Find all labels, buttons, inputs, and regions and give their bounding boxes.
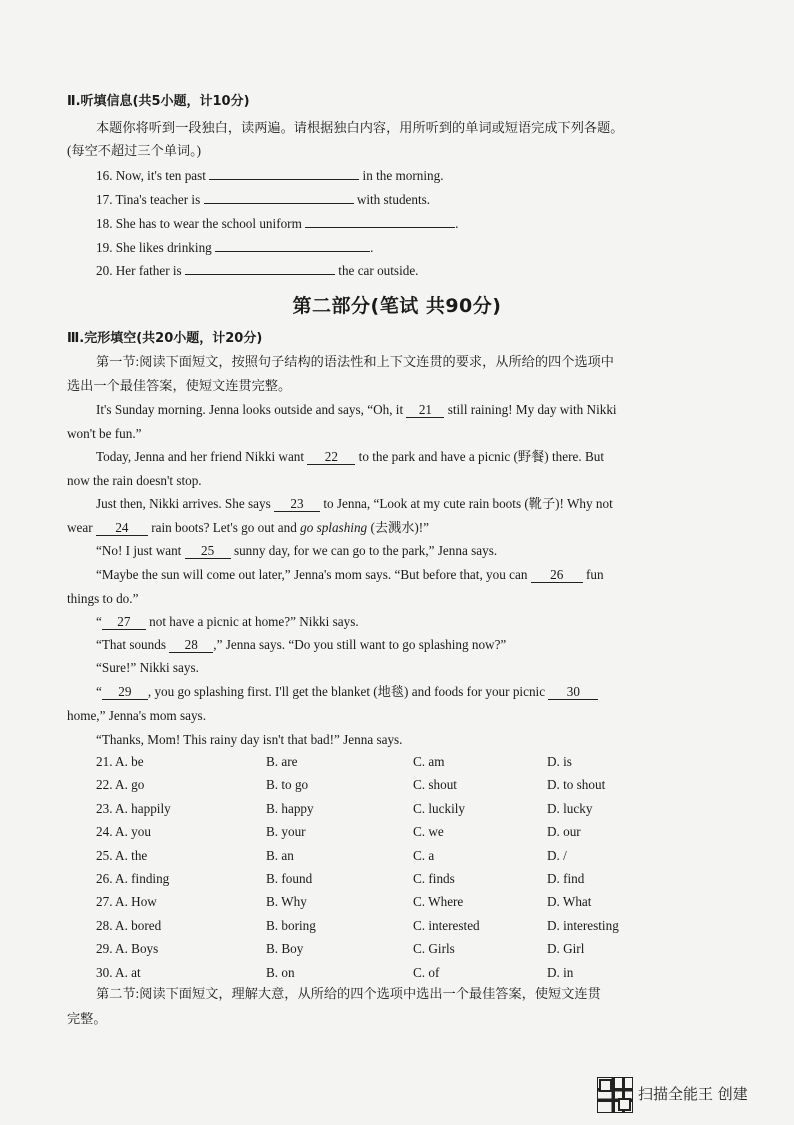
blank-29[interactable]: 29 <box>102 684 148 700</box>
passage-text: go splashing <box>300 520 368 535</box>
question-16-text-after: in the morning. <box>362 168 444 183</box>
section-iii-instruction-cont: 选出一个最佳答案，使短文连贯完整。 <box>67 378 292 393</box>
option-25-c[interactable]: C. a <box>413 847 435 863</box>
passage-text: (去溅水)!” <box>370 520 430 535</box>
blank-27[interactable]: 27 <box>102 614 146 630</box>
question-18-text: 18. She has to wear the school uniform <box>96 216 302 231</box>
option-question-27-a[interactable]: 27. A. How <box>96 894 157 910</box>
passage-text: , you go splashing first. I'll get the blanket (地毯) and foods for your picnic <box>147 684 546 699</box>
passage-text: “That sounds <box>96 637 166 652</box>
blank-25[interactable]: 25 <box>185 543 231 559</box>
option-question-26-a[interactable]: 26. A. finding <box>96 871 170 886</box>
answer-blank[interactable] <box>305 214 455 228</box>
section-ii-instruction-note: (每空不超过三个单词。) <box>67 143 202 158</box>
option-24-d[interactable]: D. our <box>547 824 581 840</box>
section-iii-title: Ⅲ.完形填空(共20小题，计20分) <box>67 331 263 346</box>
passage-paragraph-9 <box>96 683 598 701</box>
section-iii-part2-instruction-cont: 完整。 <box>67 1011 107 1026</box>
passage-text: home,” Jenna's mom says. <box>67 708 206 723</box>
section-ii-title: Ⅱ.听填信息(共5小题，计10分) <box>67 94 250 109</box>
section-iii-instruction: 第一节:阅读下面短文，按照句子结构的语法性和上下文连贯的要求，从所给的四个选项中 <box>96 354 614 369</box>
passage-paragraph-3 <box>96 495 613 513</box>
passage-paragraph-1 <box>96 401 617 419</box>
option-22-b[interactable]: B. to go <box>266 777 309 793</box>
option-27-c[interactable]: C. Where <box>413 894 464 910</box>
passage-text: to Jenna, “Look at my cute rain boots (靴子)! Why not <box>323 496 613 511</box>
passage-text: “No! I just want <box>96 543 182 558</box>
option-28-b[interactable]: B. boring <box>266 917 316 933</box>
passage-text: “Maybe the sun will come out later,” Jenna's mom says. “But before that, you can <box>96 567 528 582</box>
question-20-text-after: the car outside. <box>338 263 419 278</box>
option-question-24-a[interactable]: 24. A. you <box>96 824 151 840</box>
option-21-d[interactable]: D. is <box>547 754 572 769</box>
question-19-text-after: . <box>370 240 374 255</box>
option-question-25-a[interactable]: 25. A. the <box>96 847 148 863</box>
option-23-b[interactable]: B. happy <box>266 800 314 816</box>
option-question-21-a[interactable]: 21. A. be <box>96 754 144 769</box>
passage-paragraph-6 <box>96 613 359 631</box>
option-26-c[interactable]: C. finds <box>413 871 455 886</box>
blank-24[interactable]: 24 <box>96 520 148 536</box>
passage-text: ,” Jenna says. “Do you still want to go splashing now?” <box>213 637 507 652</box>
option-24-b[interactable]: B. your <box>266 824 306 840</box>
blank-30[interactable]: 30 <box>548 684 598 700</box>
answer-blank[interactable] <box>204 190 354 204</box>
option-30-c[interactable]: C. of <box>413 964 440 980</box>
question-16-text: 16. Now, it's ten past <box>96 168 206 183</box>
blank-28[interactable]: 28 <box>169 637 213 653</box>
option-28-d[interactable]: D. interesting <box>547 917 619 933</box>
question-17 <box>96 190 430 209</box>
passage-paragraph-7 <box>96 636 506 654</box>
answer-blank[interactable] <box>185 261 335 275</box>
passage-text: to the park and have a picnic (野餐) there. But <box>358 449 605 464</box>
option-question-29-a[interactable]: 29. A. Boys <box>96 941 159 957</box>
blank-21[interactable]: 21 <box>406 402 444 418</box>
passage-text: wear <box>67 520 93 535</box>
option-23-d[interactable]: D. lucky <box>547 800 593 816</box>
passage-text: Today, Jenna and her friend Nikki want <box>96 449 305 464</box>
option-26-b[interactable]: B. found <box>266 871 313 886</box>
blank-26[interactable]: 26 <box>531 567 583 583</box>
question-17-text: 17. Tina's teacher is <box>96 192 201 207</box>
section-iii-part2-instruction: 第二节:阅读下面短文，理解大意，从所给的四个选项中选出一个最佳答案，使短文连贯 <box>96 986 601 1001</box>
scanner-watermark: 扫描全能王 创建 <box>638 1085 748 1103</box>
option-30-d[interactable]: D. in <box>547 964 574 980</box>
question-16 <box>96 166 444 185</box>
blank-23[interactable]: 23 <box>274 496 320 512</box>
passage-text: now the rain doesn't stop. <box>67 473 202 488</box>
passage-text: sunny day, for we can go to the park,” Jenna says. <box>233 543 498 558</box>
option-27-b[interactable]: B. Why <box>266 894 307 910</box>
option-question-28-a[interactable]: 28. A. bored <box>96 917 162 933</box>
option-30-b[interactable]: B. on <box>266 964 295 980</box>
passage-paragraph-10: “Thanks, Mom! This rainy day isn't that bad!” Jenna says. <box>96 732 403 747</box>
question-18-text-after: . <box>455 216 459 231</box>
option-22-c[interactable]: C. shout <box>413 777 457 793</box>
section-ii-instruction: 本题你将听到一段独白，读两遍。请根据独白内容，用所听到的单词或短语完成下列各题。 <box>96 120 624 135</box>
question-20-text: 20. Her father is <box>96 263 182 278</box>
option-29-d[interactable]: D. Girl <box>547 941 585 957</box>
passage-paragraph-2 <box>96 448 604 466</box>
option-23-c[interactable]: C. luckily <box>413 800 466 816</box>
passage-text: It's Sunday morning. Jenna looks outside and says, “Oh, it <box>96 402 404 417</box>
question-19 <box>96 238 373 257</box>
option-21-c[interactable]: C. am <box>413 754 445 769</box>
passage-text: won't be fun.” <box>67 426 142 441</box>
passage-text: rain boots? Let's go out and <box>151 520 297 535</box>
option-22-d[interactable]: D. to shout <box>547 777 606 793</box>
passage-paragraph-8: “Sure!” Nikki says. <box>96 660 199 675</box>
question-19-text: 19. She likes drinking <box>96 240 212 255</box>
passage-text: “ <box>96 614 102 629</box>
option-25-b[interactable]: B. an <box>266 847 294 863</box>
option-25-d[interactable]: D. / <box>547 847 567 863</box>
passage-paragraph-4 <box>96 542 497 560</box>
question-17-text-after: with students. <box>356 192 431 207</box>
passage-text: “ <box>96 684 102 699</box>
passage-text: still raining! My day with Nikki <box>447 402 617 417</box>
option-28-c[interactable]: C. interested <box>413 917 480 933</box>
option-24-c[interactable]: C. we <box>413 824 444 840</box>
passage-paragraph-3-cont <box>67 519 429 537</box>
option-26-d[interactable]: D. find <box>547 871 585 886</box>
option-29-b[interactable]: B. Boy <box>266 941 304 957</box>
option-29-c[interactable]: C. Girls <box>413 941 455 957</box>
option-21-b[interactable]: B. are <box>266 754 298 769</box>
passage-text: Just then, Nikki arrives. She says <box>96 496 271 511</box>
blank-22[interactable]: 22 <box>307 449 355 465</box>
answer-blank[interactable] <box>209 166 359 180</box>
passage-text: things to do.” <box>67 591 139 606</box>
question-18 <box>96 214 458 233</box>
option-question-23-a[interactable]: 23. A. happily <box>96 800 171 816</box>
passage-paragraph-5 <box>96 566 604 584</box>
option-question-22-a[interactable]: 22. A. go <box>96 777 145 793</box>
option-question-30-a[interactable]: 30. A. at <box>96 964 141 980</box>
answer-blank[interactable] <box>215 238 370 252</box>
part-two-title: 第二部分(笔试 共90分) <box>292 295 502 317</box>
question-20 <box>96 261 418 280</box>
passage-text: fun <box>586 567 604 582</box>
option-27-d[interactable]: D. What <box>547 894 592 910</box>
passage-text: not have a picnic at home?” Nikki says. <box>149 614 359 629</box>
qr-code-icon <box>597 1077 633 1113</box>
